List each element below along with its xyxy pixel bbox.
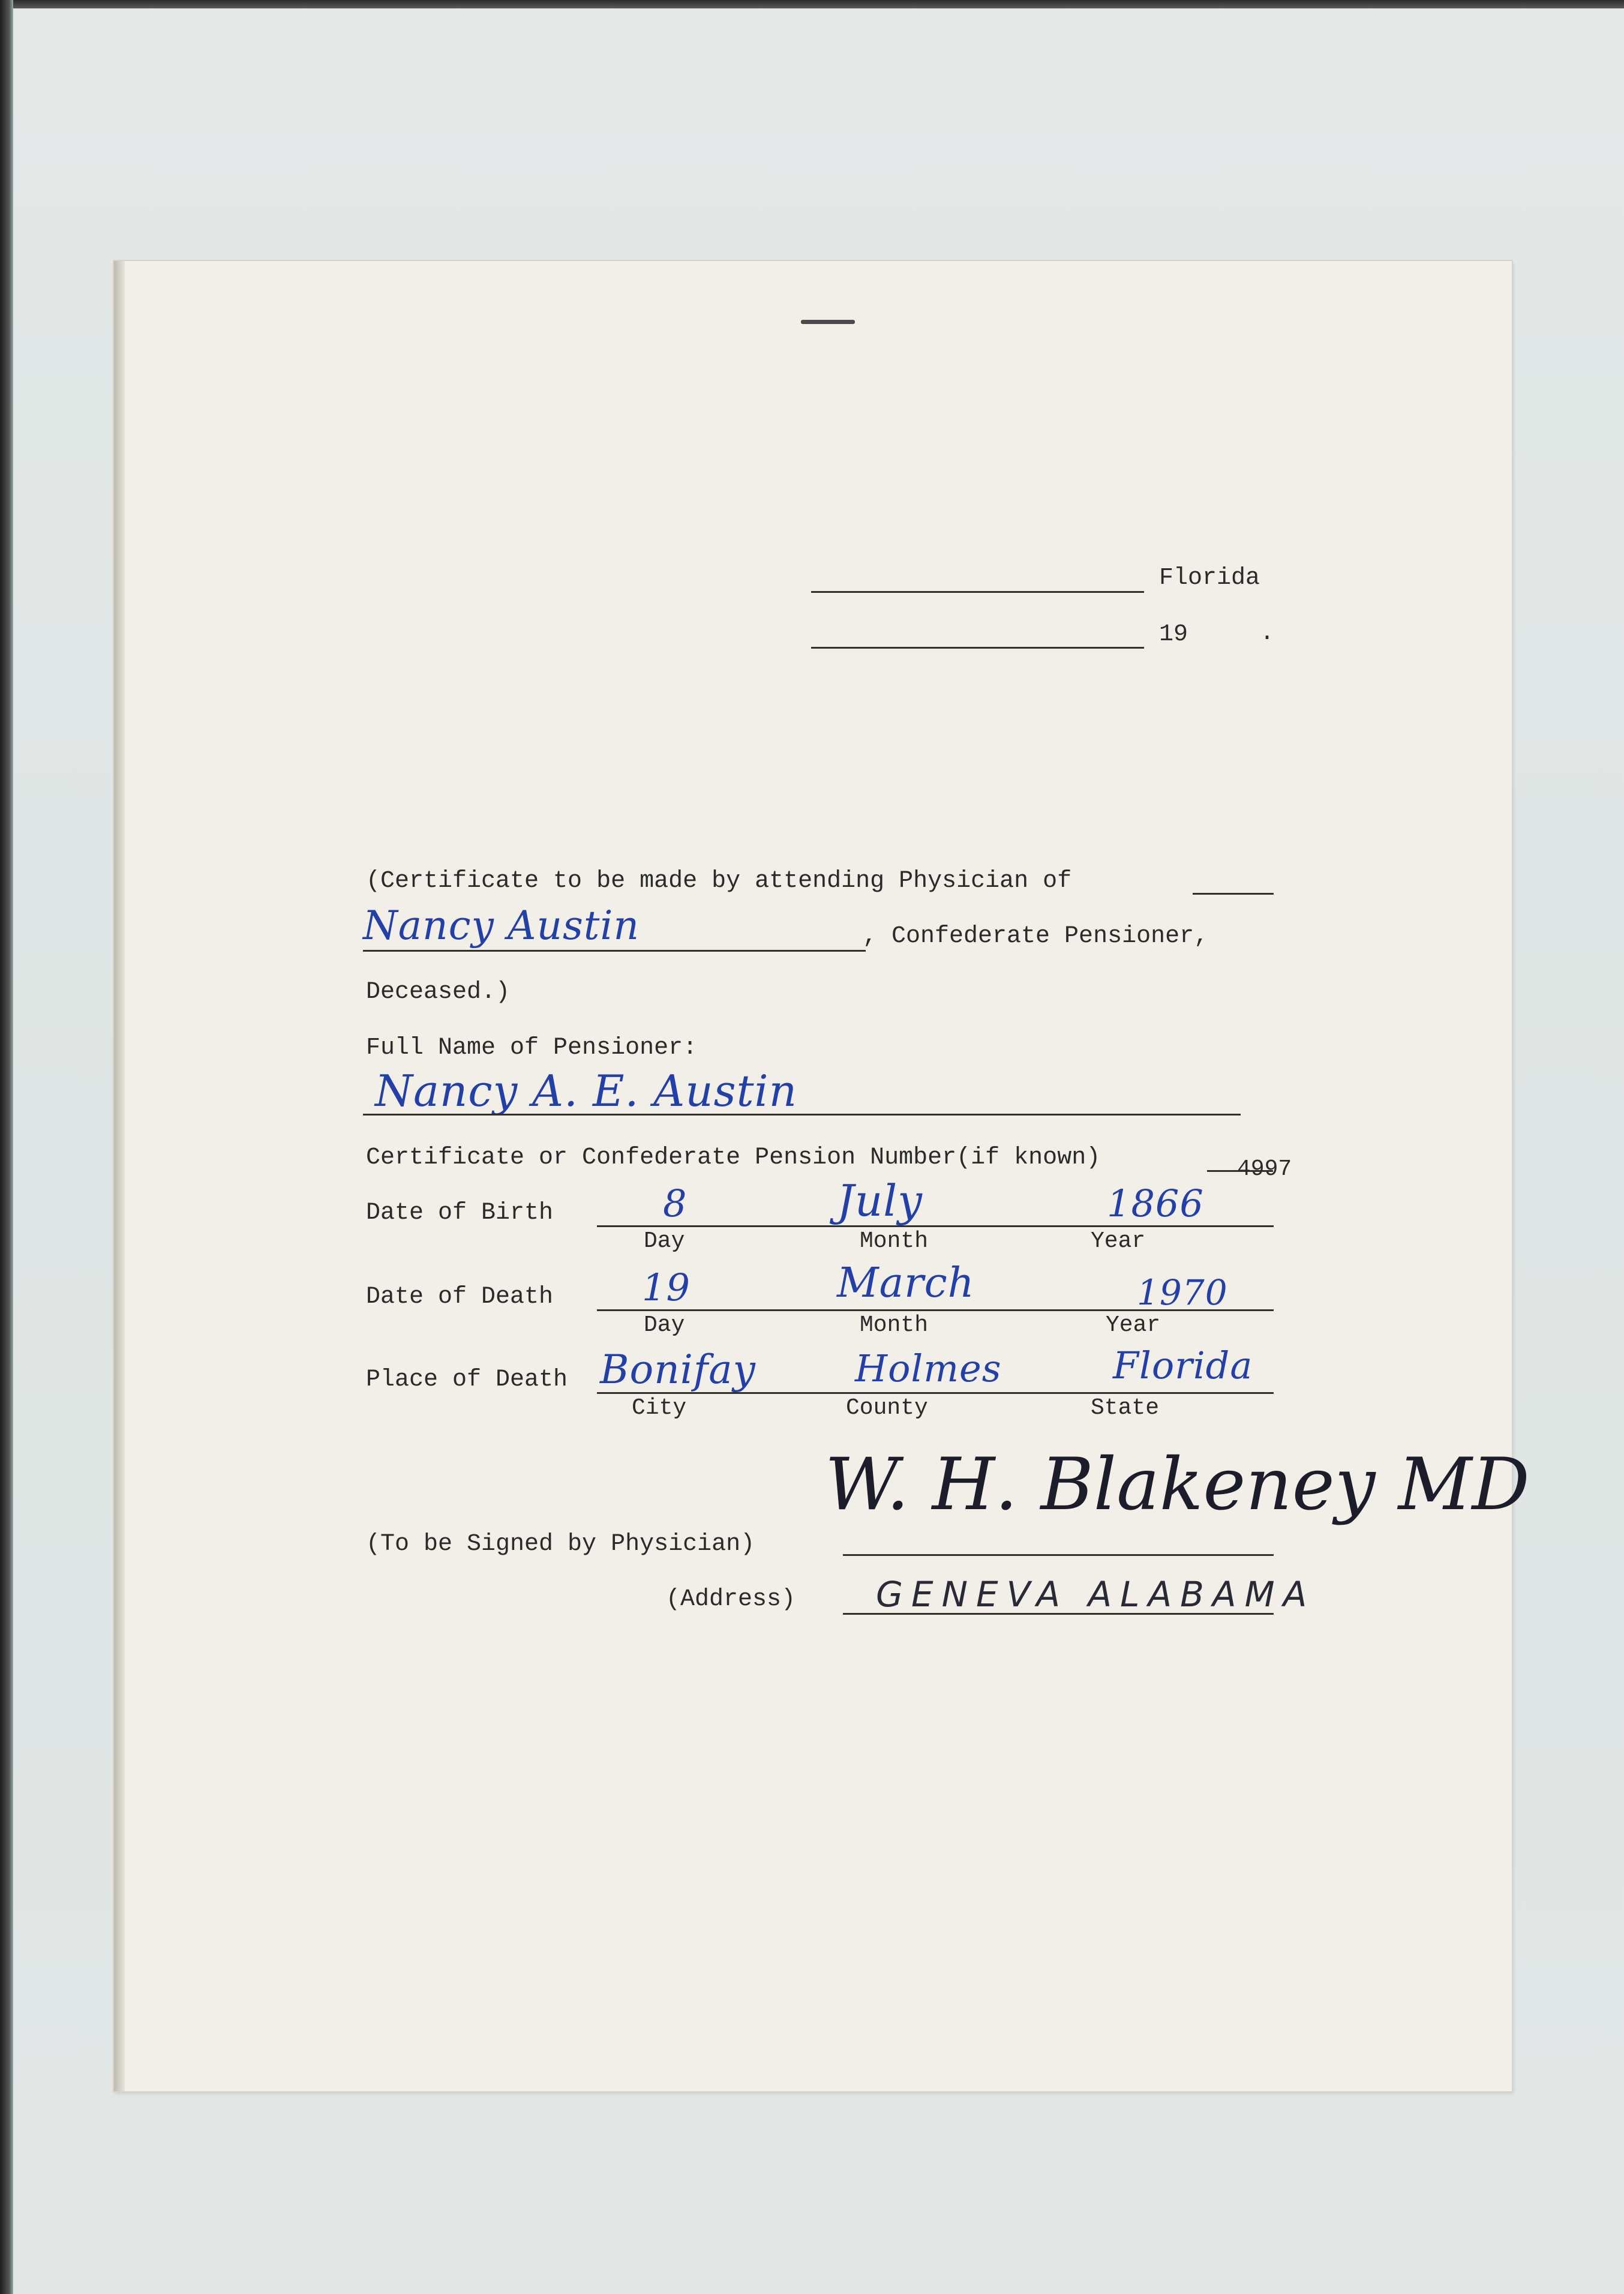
signature-line <box>843 1554 1274 1556</box>
death-day-handwritten: 19 <box>642 1266 691 1309</box>
death-city-handwritten: Bonifay <box>600 1347 756 1393</box>
death-month-caption: Month <box>860 1312 929 1338</box>
birth-month-handwritten: July <box>837 1176 923 1226</box>
full-name-line <box>363 1114 1241 1115</box>
deceased-text: Deceased.) <box>366 979 511 1006</box>
pension-number-value: 4997 <box>1237 1156 1292 1182</box>
birth-day-handwritten: 8 <box>663 1182 688 1225</box>
pensioner-name-line <box>363 950 866 952</box>
place-blank-line <box>811 591 1144 593</box>
death-date-label: Date of Death <box>366 1284 554 1311</box>
death-county-caption: County <box>846 1395 928 1421</box>
staple-mark <box>801 320 855 324</box>
birth-day-caption: Day <box>644 1228 685 1254</box>
address-label: (Address) <box>666 1586 796 1613</box>
full-name-handwritten: Nancy A. E. Austin <box>375 1066 797 1116</box>
confederate-pensioner-text: , Confederate Pensioner, <box>863 923 1209 950</box>
pension-number-label: Certificate or Confederate Pension Number(if known) <box>366 1144 1101 1171</box>
birth-year-handwritten: 1866 <box>1107 1182 1204 1225</box>
physician-address-handwritten: GENEVA ALABAMA <box>876 1574 1316 1615</box>
scan-frame-left <box>0 0 13 2294</box>
scan-frame-top <box>0 0 1624 8</box>
birth-date-label: Date of Birth <box>366 1200 554 1227</box>
death-day-caption: Day <box>644 1312 685 1338</box>
physician-signature: W. H. Blakeney MD <box>825 1443 1530 1527</box>
signature-label: (To be Signed by Physician) <box>366 1531 755 1558</box>
intro-blank-line <box>1193 893 1274 895</box>
place-of-death-label: Place of Death <box>366 1366 568 1393</box>
state-header-label: Florida <box>1159 565 1260 592</box>
death-state-handwritten: Florida <box>1113 1344 1253 1387</box>
birth-date-line <box>597 1225 1274 1227</box>
date-blank-line <box>811 647 1144 649</box>
year-period: . <box>1260 620 1275 647</box>
certificate-paper <box>114 261 1512 2091</box>
death-month-handwritten: March <box>837 1260 975 1307</box>
year-prefix-label: 19 <box>1159 621 1188 648</box>
pensioner-name-handwritten: Nancy Austin <box>363 902 640 949</box>
death-year-handwritten: 1970 <box>1137 1272 1228 1313</box>
full-name-label: Full Name of Pensioner: <box>366 1034 698 1061</box>
birth-month-caption: Month <box>860 1228 929 1254</box>
death-state-caption: State <box>1091 1395 1160 1421</box>
death-year-caption: Year <box>1106 1312 1161 1338</box>
death-city-caption: City <box>632 1395 687 1421</box>
certificate-intro: (Certificate to be made by attending Physician of <box>366 868 1072 895</box>
birth-year-caption: Year <box>1091 1228 1146 1254</box>
death-county-handwritten: Holmes <box>855 1347 1002 1390</box>
